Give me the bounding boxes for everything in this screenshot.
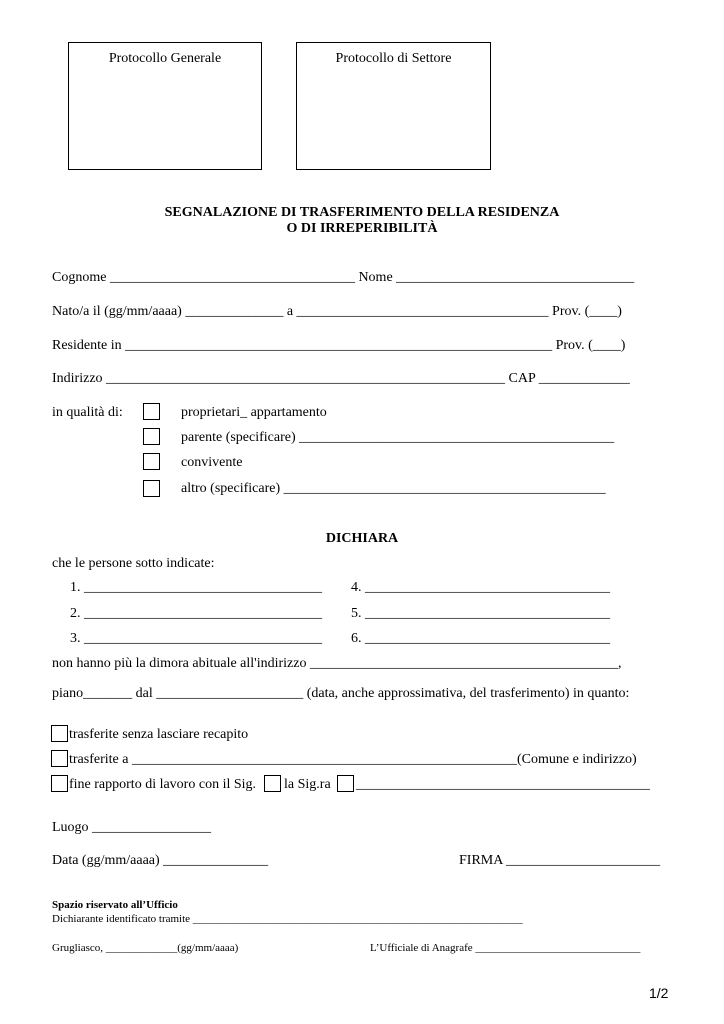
fine-rapporto-field[interactable]: __________________________________________ (356, 777, 650, 792)
sigra-checkbox[interactable] (337, 775, 354, 792)
grugliasco-field[interactable]: Grugliasco, _____________(gg/mm/aaaa) (52, 942, 239, 954)
persona-field-5[interactable]: 5. ___________________________________ (351, 606, 610, 621)
convivente-checkbox[interactable] (143, 453, 160, 470)
piano-field[interactable]: piano_______ dal _____________________ (data, anche approssimativa, del trasferimento) in quanto: (52, 686, 630, 701)
persona-field-6[interactable]: 6. ___________________________________ (351, 631, 610, 646)
altro-field[interactable]: altro (specificare) ______________________________________________ (181, 481, 606, 496)
dimora-field[interactable]: non hanno più la dimora abituale all'indirizzo ____________________________________________, (52, 656, 622, 671)
altro-checkbox[interactable] (143, 480, 160, 497)
protocollo-settore-label: Protocollo di Settore (335, 51, 452, 66)
protocollo-generale-box (68, 42, 262, 170)
parente-field[interactable]: parente (specificare) _____________________________________________ (181, 430, 615, 445)
parente-checkbox[interactable] (143, 428, 160, 445)
firma-field[interactable]: FIRMA ______________________ (459, 853, 661, 868)
indirizzo-field[interactable]: Indirizzo _________________________________________________________ CAP _____________ (52, 371, 630, 386)
persone-intro: che le persone sotto indicate: (52, 556, 215, 571)
proprietari-label: proprietari_ appartamento (181, 405, 327, 420)
dichiara-heading: DICHIARA (325, 531, 399, 546)
sig-checkbox[interactable] (264, 775, 281, 792)
sigra-label: la Sig.ra (284, 777, 331, 792)
document-title-line1: SEGNALAZIONE DI TRASFERIMENTO DELLA RESIDENZA (164, 205, 560, 220)
document-title-line2: O DI IRREPERIBILITÀ (286, 221, 438, 236)
persona-field-3[interactable]: 3. __________________________________ (70, 631, 322, 646)
convivente-label: convivente (181, 455, 243, 470)
trasferite-checkbox[interactable] (51, 750, 68, 767)
data-field[interactable]: Data (gg/mm/aaaa) _______________ (52, 853, 269, 868)
fine-rapporto-checkbox[interactable] (51, 775, 68, 792)
ufficiale-anagrafe-field[interactable]: L’Ufficiale di Anagrafe ______________________________ (370, 942, 641, 954)
spazio-ufficio-heading: Spazio riservato all’Ufficio (52, 899, 178, 911)
qualita-label: in qualità di: (52, 405, 123, 420)
residente-field[interactable]: Residente in _____________________________________________________________ Prov. (____) (52, 338, 626, 353)
fine-rapporto-label: fine rapporto di lavoro con il Sig. (69, 777, 257, 792)
luogo-field[interactable]: Luogo _________________ (52, 820, 212, 835)
persona-field-2[interactable]: 2. __________________________________ (70, 606, 322, 621)
persona-field-1[interactable]: 1. __________________________________ (70, 580, 322, 595)
protocollo-settore-box (296, 42, 491, 170)
identificato-field[interactable]: Dichiarante identificato tramite ____________________________________________________________ (52, 913, 523, 925)
senza-recapito-label: trasferite senza lasciare recapito (69, 727, 249, 742)
proprietari-checkbox[interactable] (143, 403, 160, 420)
cognome-nome-field[interactable]: Cognome ___________________________________ Nome __________________________________ (52, 270, 635, 285)
page-number: 1/2 (649, 985, 669, 1001)
trasferite-field[interactable]: trasferite a _______________________________________________________(Comune e indirizzo) (69, 752, 637, 767)
persona-field-4[interactable]: 4. ___________________________________ (351, 580, 610, 595)
nato-field[interactable]: Nato/a il (gg/mm/aaaa) ______________ a ____________________________________ Prov. (____) (52, 304, 622, 319)
protocollo-generale-label: Protocollo Generale (108, 51, 222, 66)
senza-recapito-checkbox[interactable] (51, 725, 68, 742)
